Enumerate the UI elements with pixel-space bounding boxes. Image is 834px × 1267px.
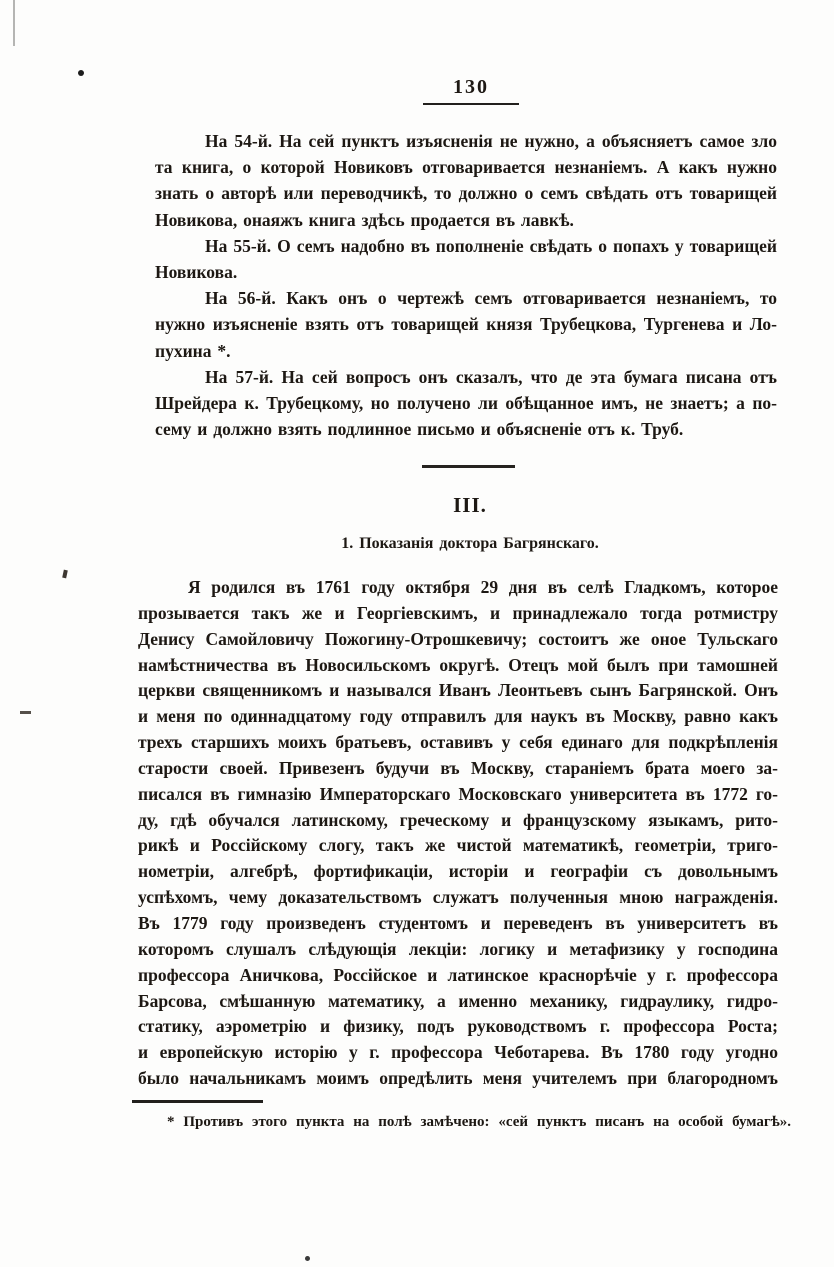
text-line: сему и должно взять подлинное письмо и объясненіе отъ к. Труб.	[155, 419, 684, 440]
text-line: * Противъ этого пункта на полѣ замѣчено: «сей пунктъ писанъ на особой бумагѣ».	[167, 1114, 791, 1130]
text-line: старости своей. Привезенъ будучи въ Москву, стараніемъ брата моего за-	[138, 757, 778, 778]
text-line: рикѣ и Россійскому слогу, такъ же чистой математикѣ, геометріи, триго-	[138, 835, 778, 856]
footnote-rule	[132, 1100, 263, 1103]
ink-speck	[62, 570, 68, 579]
chapter-numeral: III.	[453, 493, 487, 517]
testimony-paragraph	[138, 575, 778, 1092]
text-line: писался въ гимназію Императорскаго Московскаго университета въ 1772 го-	[138, 783, 778, 804]
paragraph-answer-54	[155, 128, 777, 233]
ink-speck	[78, 70, 84, 76]
interrogation-answers	[155, 128, 777, 442]
text-line: Денису Самойловичу Пожогину-Отрошкевичу; состоитъ же оное Тульскаго	[138, 628, 778, 649]
text-line: пухина *.	[155, 340, 231, 361]
text-line: профессора Аничкова, Россійское и латинское краснорѣчіе у г. профессора	[138, 964, 778, 985]
page-number-text: 130	[453, 76, 489, 98]
text-line: и меня по одиннадцатому году отправилъ для наукъ въ Москву, равно какъ	[138, 706, 778, 727]
text-line: намѣстничества въ Новосильскомъ округѣ. Отецъ мой былъ при тамошней	[138, 654, 778, 675]
text-line: На 57-й. На сей вопросъ онъ сказалъ, что де эта бумага писана отъ	[205, 366, 777, 387]
text-line: та книга, о которой Новиковъ отговаривается незнаніемъ. А какъ нужно	[155, 157, 777, 178]
paragraph-answer-57	[155, 364, 777, 443]
text-line: и европейскую исторію у г. профессора Чеботарева. Въ 1780 году угодно	[138, 1042, 778, 1063]
paragraph-answer-56	[155, 285, 777, 364]
scan-artifact-edge-line	[13, 0, 15, 46]
text-line: Новикова, онаяжъ книга здѣсь продается въ лавкѣ.	[155, 209, 574, 230]
text-line: знать о авторѣ или переводчикѣ, то должно о семъ свѣдать отъ товарищей	[155, 183, 777, 204]
text-line: было начальникамъ моимъ опредѣлить меня учителемъ при благородномъ	[138, 1068, 778, 1089]
text-line: трехъ старшихъ моихъ братьевъ, оставивъ у себя единаго для подкрѣпленія	[138, 732, 778, 753]
text-line: Я родился въ 1761 году октября 29 дня въ селѣ Гладкомъ, которое	[188, 577, 778, 597]
text-line: ду, гдѣ обучался латинскому, греческому и французскому языкамъ, рито-	[138, 809, 778, 830]
text-line: прозывается такъ же и Георгіевскимъ, и принадлежало тогда ротмистру	[138, 602, 778, 623]
paragraph-answer-55	[155, 233, 777, 285]
text-line: нометріи, алгебрѣ, фортификаціи, исторіи и географіи съ довольнымъ	[138, 861, 778, 882]
text-line: статику, аэрометрію и физику, подъ руководствомъ г. профессора Роста;	[138, 1016, 778, 1037]
text-line: Новикова.	[155, 262, 238, 283]
page-number	[423, 76, 519, 105]
text-line: которомъ слушалъ слѣдующія лекціи: логику и метафизику у господина	[138, 938, 778, 959]
section-divider-rule	[422, 465, 515, 468]
text-line: Барсова, смѣшанную математику, а именно механику, гидраулику, гидро-	[138, 990, 778, 1011]
footnote	[139, 1112, 791, 1133]
text-line: На 56-й. Какъ онъ о чертежѣ семъ отговаривается незнаніемъ, то	[205, 288, 777, 309]
ink-speck	[20, 711, 31, 714]
section-heading: 1. Показанія доктора Багрянскаго.	[341, 535, 599, 552]
text-line: церкви священникомъ и назывался Иванъ Леонтьевъ сынъ Багрянской. Онъ	[138, 680, 778, 701]
text-line: Шрейдера к. Трубецкому, но получено ли обѣщанное имъ, не знаетъ; а по-	[155, 393, 777, 414]
text-line: нужно изъясненіе взять отъ товарищей князя Трубецкова, Тургенева и Ло-	[155, 314, 777, 335]
ink-speck	[305, 1256, 310, 1261]
text-line: успѣхомъ, чему доказательствомъ служатъ полученныя мною награжденія.	[138, 887, 778, 908]
text-line: Въ 1779 году произведенъ студентомъ и переведенъ въ университетъ въ	[138, 912, 778, 933]
text-line: На 55-й. О семъ надобно въ пополненіе свѣдать о попахъ у товарищей	[205, 235, 777, 256]
text-line: На 54-й. На сей пунктъ изъясненія не нужно, а объясняетъ самое зло	[205, 131, 777, 151]
